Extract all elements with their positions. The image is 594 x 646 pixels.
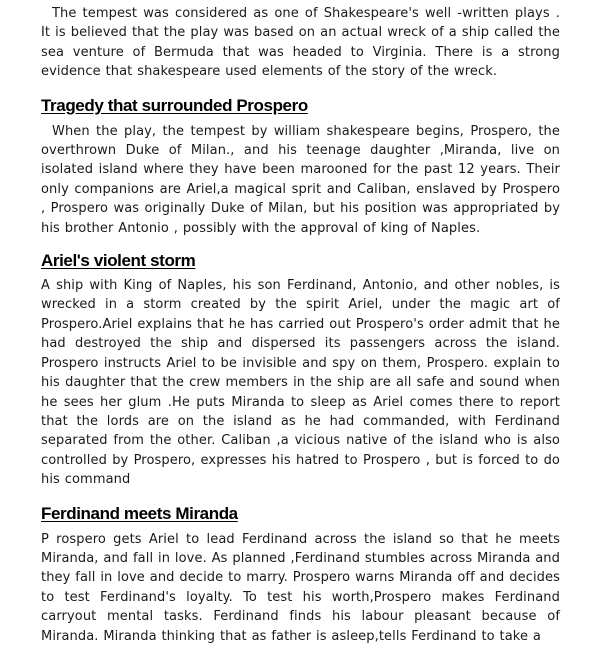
document-page (41, 0, 560, 644)
section-body-storm: A ship with King of Naples, his son Ferdinand, Antonio, and other nobles, is wrecked in a storm created by the spirit Ariel, under the magic art of Prospero.Ariel explains that he has carried out Prospero's order admit that he had destroyed the ship and dispersed its passengers across the island. Prospero instructs Ariel to be invisible and spy on them, Prospero. explain to his daughter that the crew members in the ship are all safe and sound when he sees her glum .He puts Miranda to sleep as Ariel comes there to report that the lords are on the island as he had commanded, with Ferdinand separated from the other. Caliban ,a vicious native of the island who is also controlled by Prospero, expresses his hatred to Prospero , but is forced to do his command (41, 278, 560, 488)
section-body-ferdinand: P rospero gets Ariel to lead Ferdinand across the island so that he meets Miranda, and fall in love. As planned ,Ferdinand stumbles across Miranda and they fall in love and decide to marry. Prospero warns Miranda off and decides to test Ferdinand's loyalty. To test his worth,Prospero makes Ferdinand carryout mental tasks. Ferdinand finds his labour pleasant because of Miranda. Miranda thinking that as father is asleep,tells Ferdinand to take a (41, 531, 560, 644)
section-heading-tragedy: Tragedy that surrounded Prospero (41, 95, 308, 115)
section-body-tragedy: When the play, the tempest by william shakespeare begins, Prospero, the overthrown Duke of Milan., and his teenage daughter ,Miranda, live on isolated island where they have been marooned for the past 12 years. Their only companions are Ariel,a magical sprit and Caliban, enslaved by Prospero , Prospero was originally Duke of Milan, but his position was appropriated by his brother Antonio , possibly with the approval of king of Naples. (41, 123, 560, 236)
section-heading-storm: Ariel's violent storm (41, 251, 196, 271)
section-heading-ferdinand: Ferdinand meets Miranda (41, 503, 238, 523)
intro-paragraph: The tempest was considered as one of Shakespeare's well -written plays . It is believed that the play was based on an actual wreck of a ship called the sea venture of Bermuda that was headed to Virginia. There is a strong evidence that shakespeare used elements of the story of the wreck. (41, 6, 560, 80)
